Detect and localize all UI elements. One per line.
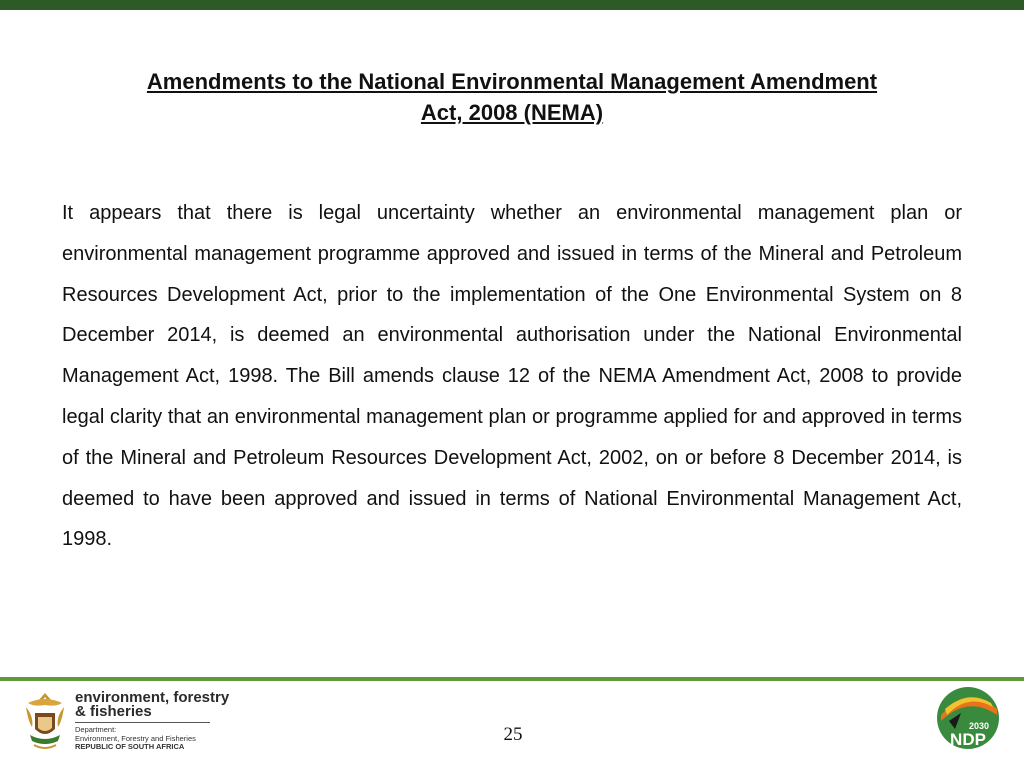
slide-title: [60, 66, 964, 128]
department-label: Department:: [75, 725, 117, 734]
slide-title-line-2: Act, 2008 (NEMA): [420, 100, 604, 125]
footer-divider: [0, 677, 1024, 681]
department-name: [75, 691, 229, 719]
department-name-line-1: environment, forestry: [75, 689, 230, 706]
ndp-year-text: 2030: [968, 721, 990, 731]
country-name: REPUBLIC OF SOUTH AFRICA: [75, 742, 185, 751]
ndp-text: NDP: [950, 730, 986, 749]
department-name-line-2: & fisheries: [75, 703, 152, 720]
coat-of-arms-icon: [22, 691, 68, 753]
ndp-2030-logo-icon: [935, 685, 1001, 751]
slide-title-line-1: Amendments to the National Environmental Management Amendment: [146, 69, 878, 94]
slide-body-paragraph: It appears that there is legal uncertainty whether an environmental management plan or environmental management programme approved and issued in terms of the Mineral and Petroleum Resources Development Act, prior to the implementation of the One Environmental System on 8 December 2014, is deemed an environmental authorisation under the National Environmental Management Act, 1998. The Bill amends clause 12 of the NEMA Amendment Act, 2008 to provide legal clarity that an environmental management plan or programme applied for and approved in terms of the Mineral and Petroleum Resources Development Act, 2002, on or before 8 December 2014, is deemed to have been approved and issued in terms of National Environmental Management Act, 1998.: [62, 202, 962, 551]
department-logo: [22, 689, 230, 755]
department-logo-rule: [75, 722, 210, 723]
department-details: [75, 726, 196, 752]
page-number: 25: [503, 724, 523, 745]
top-banner-bar: [0, 0, 1024, 10]
department-full-name: Environment, Forestry and Fisheries: [75, 733, 196, 743]
